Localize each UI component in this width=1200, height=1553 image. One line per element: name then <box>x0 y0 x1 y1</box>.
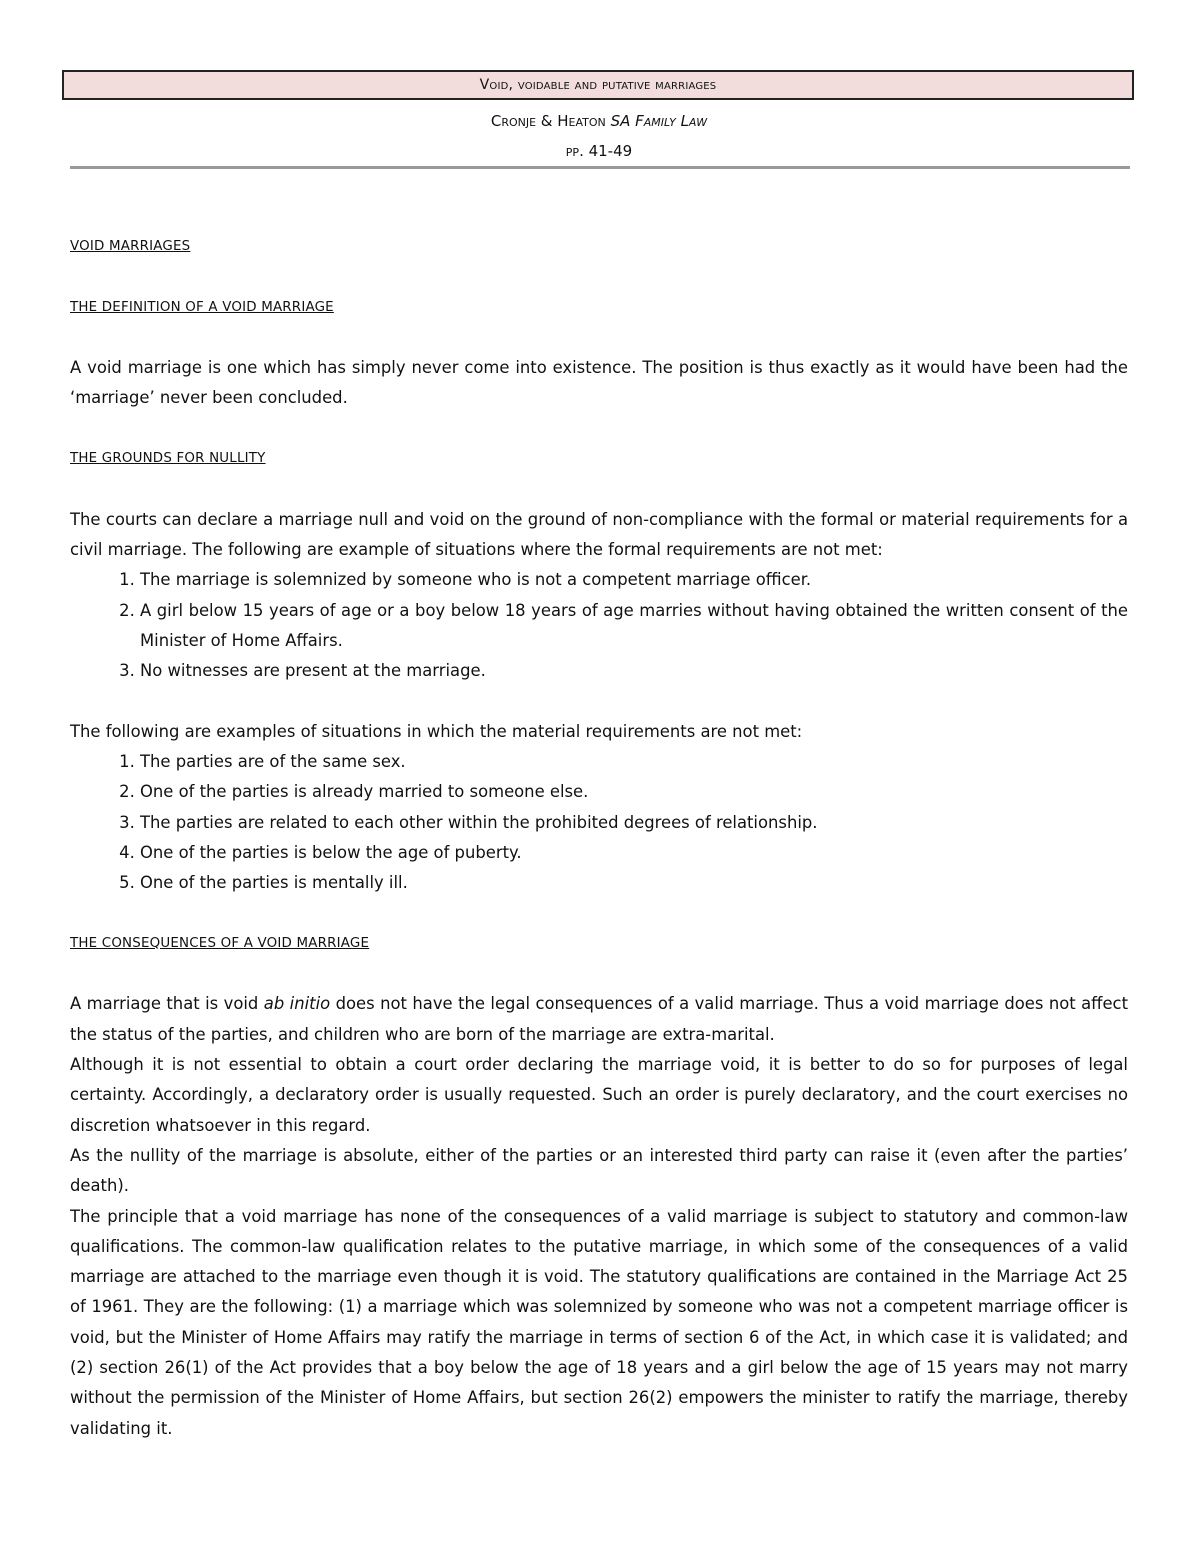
consequences-paragraph-1 <box>70 989 1128 1050</box>
list-item: 4. One of the parties is below the age of puberty. <box>140 838 1128 868</box>
list-item: 2. A girl below 15 years of age or a boy below 18 years of age marries without having obtained the written consent of the Minister of Home Affairs. <box>140 596 1128 657</box>
grounds-intro-paragraph: The courts can declare a marriage null and void on the ground of non-compliance with the formal or material requirements for a civil marriage. The following are example of situations where the formal requirements are not met: <box>70 509 1128 559</box>
header-divider <box>70 166 1130 169</box>
document-body <box>70 232 1128 1444</box>
list-item: 1. The marriage is solemnized by someone who is not a competent marriage officer. <box>140 565 1128 595</box>
list-item: 2. One of the parties is already married to someone else. <box>140 777 1128 807</box>
material-intro-paragraph: The following are examples of situations in which the material requirements are not met: <box>70 721 803 741</box>
subheading-grounds: THE GROUNDS FOR NULLITY <box>70 451 266 467</box>
consequences-paragraph-2: Although it is not essential to obtain a court order declaring the marriage void, it is better to do so for purposes of legal certainty. Accordingly, a declaratory order is usually requested. Such an order is purely declaratory, and the court exercises no discretion whatsoever in this regard. <box>70 1055 1128 1135</box>
source-authors: Cronje & Heaton <box>490 112 606 130</box>
source-citation <box>70 112 1128 130</box>
section-heading-void-marriages: VOID MARRIAGES <box>70 239 191 254</box>
text-run: does not have the legal consequences of a valid marriage. Thus a void marriage does not affect the status of the parties, and children who are born of the marriage are extra-marital. <box>70 994 1128 1044</box>
formal-requirements-list <box>70 565 1128 686</box>
material-requirements-list <box>70 747 1128 898</box>
text-run: A marriage that is void <box>70 994 264 1014</box>
consequences-paragraph-4: The principle that a void marriage has none of the consequences of a valid marriage is subject to statutory and common-law qualifications. The common-law qualification relates to the putative marriage, in which some of the consequences of a valid marriage are attached to the marriage even though it is void. The statutory qualifications are contained in the Marriage Act 25 of 1961. They are the following: (1) a marriage which was solemnized by someone who was not a competent marriage officer is void, but the Minister of Home Affairs may ratify the marriage in terms of section 6 of the Act, in which case it is validated; and (2) section 26(1) of the Act provides that a boy below the age of 18 years and a girl below the age of 15 years may not marry without the permission of the Minister of Home Affairs, but section 26(2) empowers the minister to ratify the marriage, thereby validating it. <box>70 1206 1128 1438</box>
list-item: 3. The parties are related to each other within the prohibited degrees of relationship. <box>140 808 1128 838</box>
subheading-definition: THE DEFINITION OF A VOID MARRIAGE <box>70 299 334 315</box>
subheading-consequences: THE CONSEQUENCES OF A VOID MARRIAGE <box>70 935 370 951</box>
latin-term: ab initio <box>263 994 331 1014</box>
page-range: pp. 41-49 <box>565 142 633 160</box>
list-item: 3. No witnesses are present at the marriage. <box>140 656 1128 686</box>
source-book: SA Family Law <box>610 112 708 130</box>
document-title: Void, voidable and putative marriages <box>479 77 717 93</box>
list-item: 5. One of the parties is mentally ill. <box>140 868 1128 898</box>
list-item: 1. The parties are of the same sex. <box>140 747 1128 777</box>
consequences-paragraph-3: As the nullity of the marriage is absolute, either of the parties or an interested third party can raise it (even after the parties’ death). <box>70 1145 1128 1196</box>
definition-paragraph: A void marriage is one which has simply never come into existence. The position is thus exactly as it would have been had the ‘marriage’ never been concluded. <box>70 358 1128 408</box>
document-title-box <box>62 70 1134 100</box>
